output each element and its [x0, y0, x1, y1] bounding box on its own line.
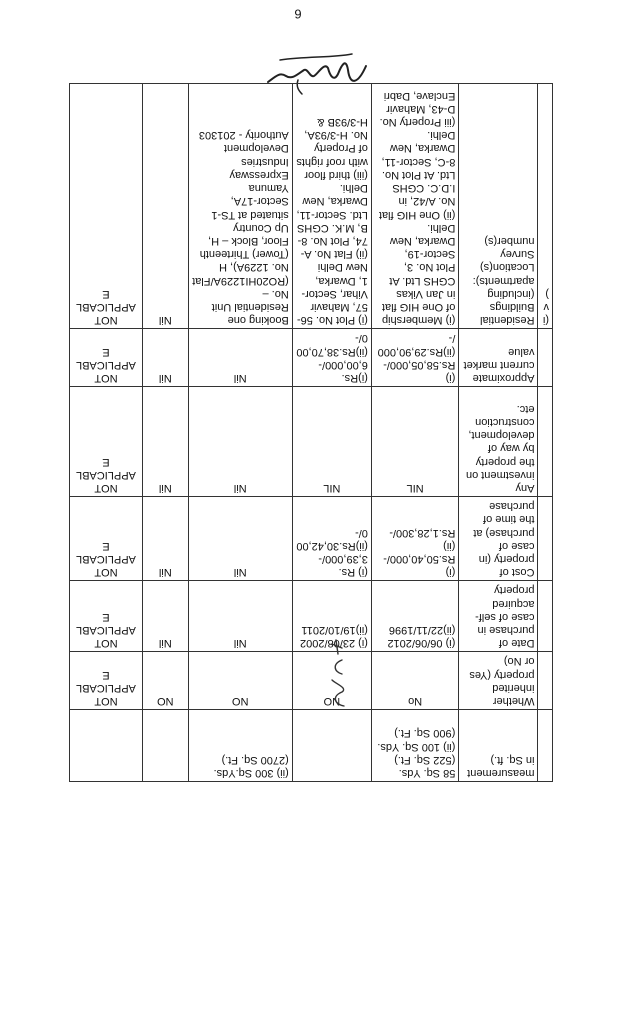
cell-value: NOT APPLICABLE: [70, 652, 143, 710]
cell-value: (i) Rs.58,05,000/- (ii)Rs.29,90,000/-: [371, 329, 458, 387]
cell-value: Nil: [188, 329, 292, 387]
row-label: Any investment on the property by way of development, construction etc.: [459, 386, 538, 496]
cell-value: Booking one Residential Unit No. – (RO20HI1229A/Flat No. 1229A), H (Tower) Thirteenth Floor, Block – H, Up Country situated at TS-1 Sector-17A, Yamuna Expressway Industries Development Authority - 201303: [188, 84, 292, 329]
row-number: [538, 652, 553, 710]
cell-value: (i) Membership of One HIG flat in Jan Vikas CGHS Ltd. At Plot No. 3, Sector-19, Dwarka, New Delhi. (ii) One HIG flat No. A/42, in I.D.C. CGHS Ltd. At Plot No. 8-C, Sector-11, Dwarka, New Delhi. (iii Property No. D-43, Mahavir Enclave, Dabri: [371, 84, 458, 329]
cell-value: Nil: [142, 496, 188, 580]
row-label: measurement in Sq. ft.): [459, 710, 538, 782]
table-row: [70, 710, 553, 782]
cell-value: Nil: [142, 386, 188, 496]
cell-value: NO: [142, 652, 188, 710]
cell-value: NO: [292, 652, 371, 710]
cell-value: (i) Rs. 3,39,000/- (ii)Rs.30,42,000/-: [292, 496, 371, 580]
table-row: [70, 581, 553, 652]
row-label: Date of purchase in case of self-acquired property: [459, 581, 538, 652]
row-label: Residential Buildings (including apartments): Location(s) Survey number(s): [459, 84, 538, 329]
cell-value: Nil: [142, 581, 188, 652]
cell-value: [292, 710, 371, 782]
cell-value: NOT APPLICABLE: [70, 496, 143, 580]
cell-value: Nil: [188, 496, 292, 580]
cell-value: NIL: [292, 386, 371, 496]
row-number: [538, 710, 553, 782]
handwritten-annotation: [322, 634, 350, 714]
cell-value: Nil: [188, 581, 292, 652]
cell-value: (i) 06/06/2012 (ii)22/11/1996: [371, 581, 458, 652]
cell-value: (i)Rs. 6,00,000/- (ii)Rs.38,70,000/-: [292, 329, 371, 387]
cell-value: (i) Rs.50,40,000/- (ii) Rs.1,28,300/-: [371, 496, 458, 580]
cell-value: NOT APPLICABLE: [70, 84, 143, 329]
cell-value: NOT APPLICABLE: [70, 386, 143, 496]
row-number: [538, 329, 553, 387]
cell-value: No: [371, 652, 458, 710]
cell-value: (i) Plot No. 56-57, Mahavir Vihar, Sector-1, Dwarka, New Delhi (ii) Flat No. A-74, Plot No. 8-B, M.K. CGHS Ltd. Sector-11, Dwarka, New Delhi. (iii) third floor with roof rights of Property No. H-3/93A, H-3/93B &: [292, 84, 371, 329]
cell-value: NO: [188, 652, 292, 710]
table-row: [70, 84, 553, 329]
property-declaration-table: [69, 83, 553, 782]
row-label: Approximate current market value: [459, 329, 538, 387]
cell-value: Nil: [142, 329, 188, 387]
cell-value: Nil: [142, 84, 188, 329]
table-row: [70, 652, 553, 710]
cell-value: NOT APPLICABLE: [70, 329, 143, 387]
page-number: 6: [294, 6, 302, 22]
row-label: Whether inherited property (Yes or No): [459, 652, 538, 710]
cell-value: (ii) 300 Sq.Yds. (2700 Sq. Ft.): [188, 710, 292, 782]
cell-value: NOT APPLICABLE: [70, 581, 143, 652]
table-row: [70, 386, 553, 496]
row-number: [538, 496, 553, 580]
row-label: Cost of property (in case of purchase) at the time of purchase: [459, 496, 538, 580]
row-number: [538, 581, 553, 652]
row-number: [538, 386, 553, 496]
cell-value: NIL: [371, 386, 458, 496]
cell-value: (i) 23/08/2002 (ii)19/10/2011: [292, 581, 371, 652]
cell-value: [70, 710, 143, 782]
cell-value: [142, 710, 188, 782]
table-row: [70, 496, 553, 580]
cell-value: 58 Sq. Yds. (522 Sq. Ft.) (ii) 100 Sq. Yds. (900 Sq. Ft.): [371, 710, 458, 782]
row-number: (iv): [538, 84, 553, 329]
cell-value: Nil: [188, 386, 292, 496]
table-row: [70, 329, 553, 387]
